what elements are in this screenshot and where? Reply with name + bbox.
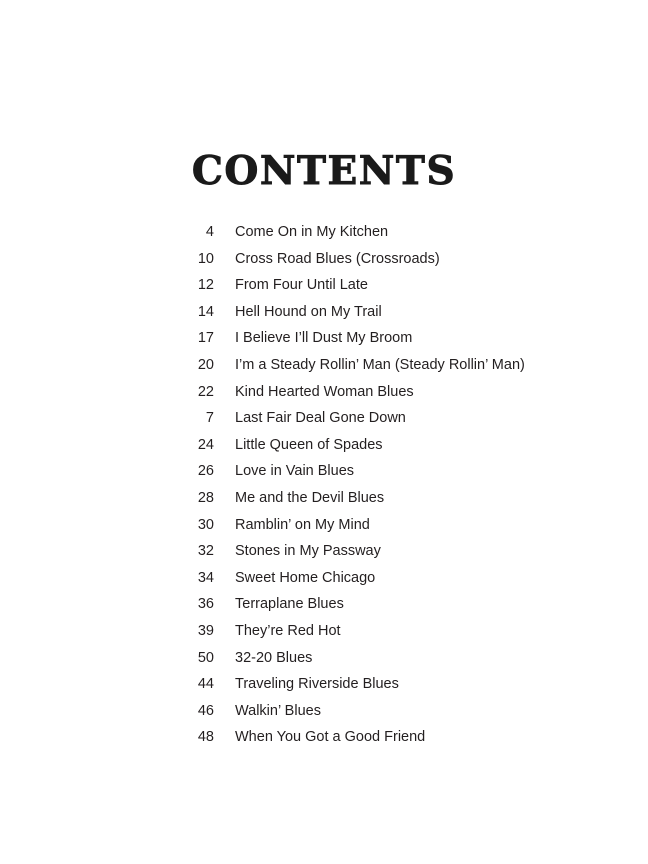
contents-entry-page: 32 (197, 543, 214, 560)
contents-entry (0, 357, 648, 384)
contents-entry-page: 44 (197, 676, 214, 693)
contents-entry (0, 623, 648, 650)
contents-entry (0, 384, 648, 411)
contents-entry (0, 517, 648, 544)
contents-entry-page: 4 (205, 224, 214, 240)
contents-entry-title: When You Got a Good Friend (235, 729, 426, 746)
contents-entry-title: Love in Vain Blues (235, 463, 355, 480)
contents-entry (0, 543, 648, 570)
contents-entry (0, 729, 648, 756)
contents-entry-page: 39 (197, 622, 214, 639)
contents-entry-title: Walkin’ Blues (235, 702, 321, 719)
contents-entry-title: Hell Hound on My Trail (235, 303, 382, 320)
contents-entry (0, 224, 648, 251)
contents-entry-title: Me and the Devil Blues (235, 489, 385, 506)
contents-entry-title: From Four Until Late (235, 277, 368, 294)
contents-entry-page: 20 (197, 356, 214, 373)
contents-entry (0, 570, 648, 597)
contents-entry-page: 28 (197, 489, 214, 506)
contents-entry (0, 650, 648, 677)
contents-entry-page: 50 (197, 649, 214, 666)
contents-entry (0, 277, 648, 304)
contents-entry-title: I Believe I’ll Dust My Broom (235, 330, 413, 347)
contents-entry-page: 12 (197, 277, 214, 294)
contents-entry-title: Stones in My Passway (235, 543, 381, 560)
contents-entry-page: 24 (197, 436, 214, 453)
contents-entry-page: 36 (197, 596, 214, 613)
contents-entry-title: Sweet Home Chicago (235, 569, 376, 586)
contents-entry-title: Traveling Riverside Blues (235, 676, 399, 693)
contents-entry (0, 463, 648, 490)
contents-entry-page: 22 (197, 383, 214, 400)
contents-entry-page: 30 (197, 516, 214, 533)
contents-entry (0, 330, 648, 357)
contents-entry (0, 437, 648, 464)
contents-entry (0, 410, 648, 437)
contents-entry-page: 14 (197, 303, 214, 320)
contents-entry-title: Cross Road Blues (Crossroads) (235, 250, 440, 267)
contents-entry (0, 251, 648, 278)
contents-entry-title: 32-20 Blues (235, 649, 313, 666)
contents-list (0, 224, 648, 756)
contents-entry-title: They’re Red Hot (235, 622, 341, 639)
contents-entry-page: 48 (197, 729, 214, 746)
contents-entry-title: Come On in My Kitchen (235, 224, 389, 240)
contents-entry-page: 10 (197, 250, 214, 267)
page-title: CONTENTS (191, 148, 457, 194)
contents-entry-page: 7 (205, 410, 214, 427)
contents-entry-title: Terraplane Blues (235, 596, 344, 613)
contents-entry (0, 304, 648, 331)
contents-entry-title: Kind Hearted Woman Blues (235, 383, 414, 400)
contents-entry (0, 596, 648, 623)
contents-entry (0, 676, 648, 703)
contents-entry-title: Little Queen of Spades (235, 436, 383, 453)
contents-entry-page: 17 (197, 330, 214, 347)
contents-entry-page: 34 (197, 569, 214, 586)
contents-entry-title: I’m a Steady Rollin’ Man (Steady Rollin’ Man) (235, 356, 525, 373)
contents-entry-page: 46 (197, 702, 214, 719)
contents-entry (0, 703, 648, 730)
contents-entry-title: Last Fair Deal Gone Down (235, 410, 406, 427)
contents-entry (0, 490, 648, 517)
contents-entry-page: 26 (197, 463, 214, 480)
contents-entry-title: Ramblin’ on My Mind (235, 516, 370, 533)
